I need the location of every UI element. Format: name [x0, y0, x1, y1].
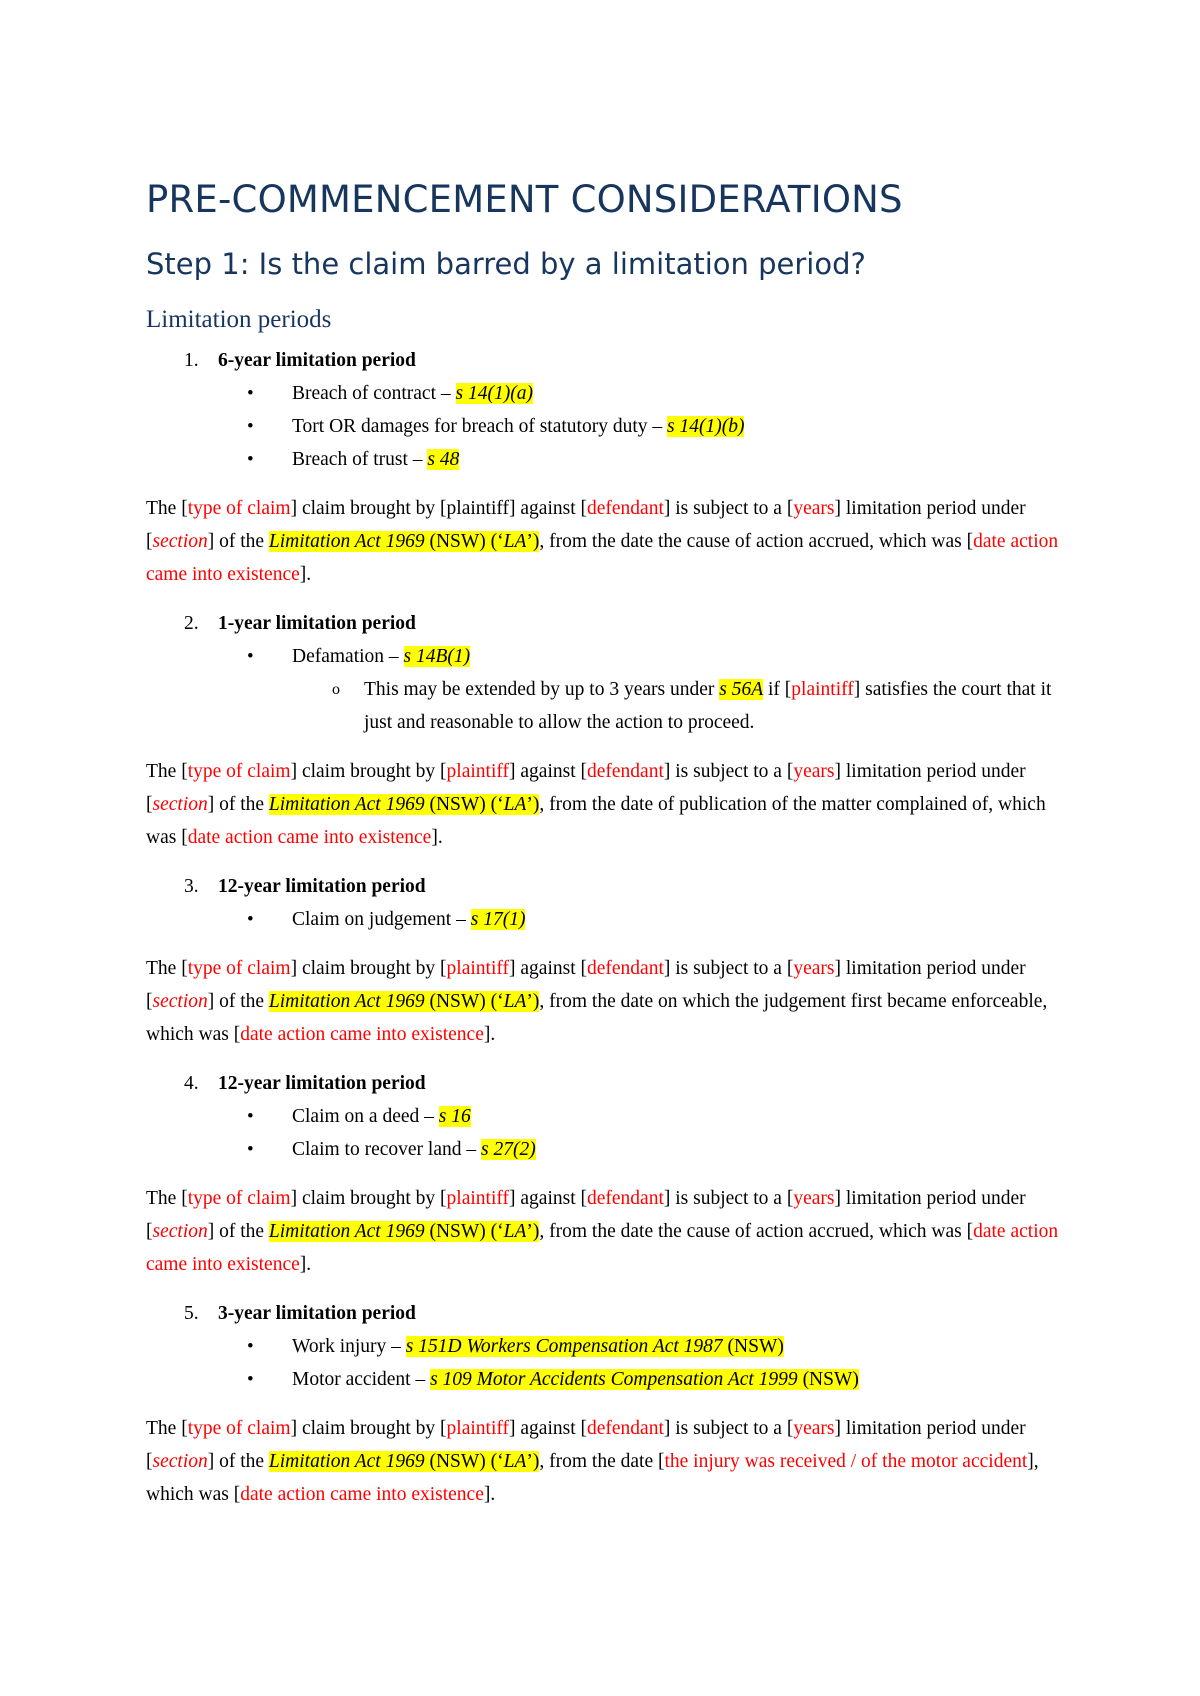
period-items	[146, 640, 1061, 739]
template-paragraph: The [type of claim] claim brought by [plaintiff] against [defendant] is subject to a [years] limitation period under [section] of the Limitation Act 1969 (NSW) (‘LA’), from the date [the injury was received / of the motor accident], which was [date action came into existence].	[146, 1418, 1039, 1505]
page-title: PRE-COMMENCEMENT CONSIDERATIONS	[146, 178, 903, 221]
step-heading: Step 1: Is the claim barred by a limitation period?	[146, 247, 866, 281]
bullet-icon: •	[247, 1106, 254, 1127]
template-paragraph: The [type of claim] claim brought by [plaintiff] against [defendant] is subject to a [years] limitation period under [section] of the Limitation Act 1969 (NSW) (‘LA’), from the date the cause of action accrued, which was [date action came into existence].	[146, 498, 1059, 585]
limitation-periods-list	[146, 344, 1061, 1511]
list-number: 5.	[184, 1303, 199, 1324]
period-heading-text: 6-year limitation period	[218, 350, 416, 371]
document-content	[146, 178, 1061, 1511]
bullet-icon: •	[247, 909, 254, 930]
period-items	[146, 903, 1061, 936]
list-number: 2.	[184, 613, 199, 634]
period-items	[146, 1330, 1061, 1396]
template-paragraph: The [type of claim] claim brought by [plaintiff] against [defendant] is subject to a [years] limitation period under [section] of the Limitation Act 1969 (NSW) (‘LA’), from the date of publication of the matter complained of, which was [date action came into existence].	[146, 761, 1046, 848]
period-heading-text: 1-year limitation period	[218, 613, 416, 634]
bullet-icon: •	[247, 646, 254, 667]
section-ref: s 151D Workers Compensation Act 1987	[405, 1336, 723, 1357]
period-item-4	[146, 1067, 1061, 1281]
section-ref: s 14(1)(a)	[455, 383, 533, 404]
list-item: • Tort OR damages for breach of statutory duty – s 14(1)(b)	[146, 410, 1061, 443]
list-item: • Motor accident – s 109 Motor Accidents Compensation Act 1999 (NSW)	[146, 1363, 1061, 1396]
template-paragraph: The [type of claim] claim brought by [plaintiff] against [defendant] is subject to a [years] limitation period under [section] of the Limitation Act 1969 (NSW) (‘LA’), from the date on which the judgement first became enforceable, which was [date action came into existence].	[146, 958, 1048, 1045]
section-ref: s 16	[438, 1106, 471, 1127]
section-ref: s 48	[427, 449, 460, 470]
circle-bullet-icon: o	[332, 681, 340, 698]
bullet-icon: •	[247, 449, 254, 470]
period-heading	[146, 870, 1061, 903]
bullet-icon: •	[247, 383, 254, 404]
list-item: • Breach of trust – s 48	[146, 443, 1061, 476]
bullet-icon: •	[247, 1336, 254, 1357]
bullet-icon: •	[247, 416, 254, 437]
period-items	[146, 377, 1061, 476]
period-heading	[146, 1067, 1061, 1100]
section-ref: s 17(1)	[470, 909, 526, 930]
section-ref: s 14(1)(b)	[667, 416, 745, 437]
period-heading	[146, 344, 1061, 377]
list-number: 3.	[184, 876, 199, 897]
section-ref: s 109 Motor Accidents Compensation Act 1999	[430, 1369, 798, 1390]
bullet-icon: •	[247, 1139, 254, 1160]
section-ref: s 14B(1)	[403, 646, 471, 667]
period-heading	[146, 607, 1061, 640]
section-ref: s 56A	[719, 679, 764, 700]
period-item-3	[146, 870, 1061, 1051]
sub-list-item: o This may be extended by up to 3 years under s 56A if [plaintiff] satisfies the court that it just and reasonable to allow the action to proceed.	[146, 673, 1061, 739]
section-ref: s 27(2)	[480, 1139, 536, 1160]
list-item: • Claim to recover land – s 27(2)	[146, 1133, 1061, 1166]
period-item-1	[146, 344, 1061, 591]
period-item-2	[146, 607, 1061, 854]
template-paragraph: The [type of claim] claim brought by [plaintiff] against [defendant] is subject to a [years] limitation period under [section] of the Limitation Act 1969 (NSW) (‘LA’), from the date the cause of action accrued, which was [date action came into existence].	[146, 1188, 1059, 1275]
list-number: 1.	[184, 350, 199, 371]
list-number: 4.	[184, 1073, 199, 1094]
list-item: • Defamation – s 14B(1)	[146, 640, 1061, 673]
period-items	[146, 1100, 1061, 1166]
list-item: • Work injury – s 151D Workers Compensation Act 1987 (NSW)	[146, 1330, 1061, 1363]
list-item: • Claim on a deed – s 16	[146, 1100, 1061, 1133]
period-item-5	[146, 1297, 1061, 1511]
list-item: • Breach of contract – s 14(1)(a)	[146, 377, 1061, 410]
period-heading-text: 12-year limitation period	[218, 1073, 426, 1094]
period-heading-text: 12-year limitation period	[218, 876, 426, 897]
period-heading-text: 3-year limitation period	[218, 1303, 416, 1324]
section-subheading: Limitation periods	[146, 306, 332, 333]
bullet-icon: •	[247, 1369, 254, 1390]
list-item: • Claim on judgement – s 17(1)	[146, 903, 1061, 936]
period-heading	[146, 1297, 1061, 1330]
